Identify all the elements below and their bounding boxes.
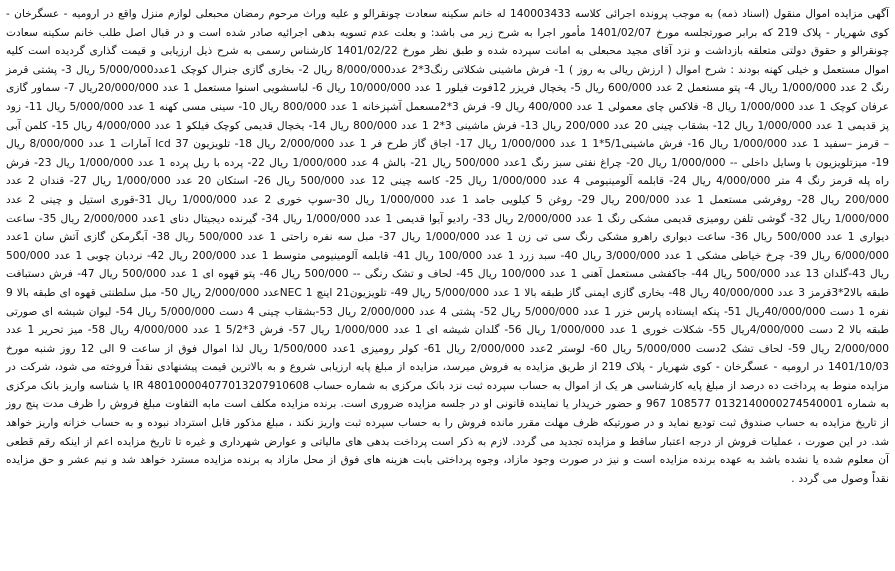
auction-notice-body: آگهی مزایده اموال منقول (اسناد ذمه) به موجب پرونده اجرائی کلاسه 140003433 له خانم سکینه سعادت چونقرالو و علیه وراث مرحوم رمضان محبعلی لوازم منزل واقع در ارومیه - عسگرخان - کوی شهریار - پلاک 219 که برابر صورتجلسه مورخ 1401/02/07 مأمور اجرا به شرح زیر می باشد: و بعلت عدم تسویه بدهی اجرائیه صادر شده است و در قبال اصل طلب خانم سکینه سعادت چونقرالو و حقوق دولتی متعلقه بازداشت و نزد آقای مجید محبعلی به امانت سپرده شده و طبق نظر مورخ 1401/02/22 کارشناس رسمی به شرح ذیل ارزیابی و قیمت گذاری گردیده است کلیه اموال مستعمل و خیلی کهنه بودند : شرح اموال ( ارزش ریالی به روز ) 1- فرش ماشینی شکلاتی رنگ3*2 عدد8/000/000 ریال 2- بخاری گازی جنرال کوچک 1عدد5/000/000 ریال 3- پشتی قرمز رنگ 2 عدد 1/000/000 ریال 4- پتو مستعمل 2 عدد 600/000 ریال 5- یخچال فریزر 12فوت فیلور 1 عدد 10/000/000 ریال 6- لباسشویی اسنوا مستعمل 1 عدد 20/000/000ریال 7- سماور گازی عرفان کوچک 1 عدد 1/000/000 ریال 8- فلاکس چای معمولی 1 عدد 400/000 ریال 9- فرش 3*2مسعمل آشپزخانه 1 عدد 800/000 ریال 10- سینی مسی کهنه 1 عدد 5/000/000 ریال 11- زود پز قدیمی 1 عدد 1/000/000 ریال 12- بشقاب چینی 20 عدد 200/000 ریال 13- فرش ماشینی 3*2 1 عدد 800/000 ریال 14- یخچال قدیمی کوچک فیلکو 1 عدد 4/000/000 ریال 15- کلمن آبی – قرمز –سفید 1 عدد 1/000/000 ریال 16- فرش ماشینی5/1*1 1 عدد 1/000/000 ریال 17- اجاق گاز طرح فر 1 عدد 2/000/000 ریال 18- تلویزیون 37 lcd آمارات 1 عدد 8/000/000 ریال 19- میزتلویزیون با وسایل داخلی -- 1/000/000 ریال 20- چراغ نفتی سبز رنگ 1عدد 500/000 ریال 21- بالش 4 عدد 1/000/000 ریال 22- پرده با ریل پرده 1 عدد 1/000/000 ریال 23- فرش راه پله قرمز رنگ 4 متر 4/000/000 ریال 24- قابلمه آلومینیومی 4 عدد 1/000/000 ریال 25- کاسه چینی 12 عدد 500/000 ریال 26- استکان 20 عدد 1/000/000 ریال 27- قندان 2 عدد 200/000 ریال 28- روفرشی مستعمل 1 عدد 200/000 ریال 29- روغن 5 کیلویی جامد 1 عدد 1/000/000 ریال 30-سوپ خوری 2 عدد 1/000/000 ریال 31-قوری استیل و چینی 2 عدد 1/000/000 ریال 32- گوشی تلفن رومیزی قدیمی مشکی رنگ 1 عدد 2/000/000 ریال 33- رادیو آیوا قدیمی 1 عدد 1/000/000 ریال 34- گیرنده دیجیتال دنای 1عدد 2/000/000 ریال 35- ساعت دیواری 1 عدد 500/000 ریال 36- ساعت دیواری راهرو مشکی رنگ سی تی زن 1 عدد 1/000/000 ریال 37- مبل سه نفره راحتی 1 عدد 500/000 ریال 38- آبگرمکن گازی آتش سان 1عدد 6/000/000 ریال 39- چرخ خیاطی مشکی 1 عدد 3/000/000 ریال 40- سبد زرد 1 عدد 100/000 ریال 41- قابلمه آلومینیومی متوسط 1 عدد 200/000 ریال 42- نردبان چوبی 1 عدد 500/000 ریال 43-گلدان 13 عدد 500/000 ریال 44- جاکفشی مستعمل آهنی 1 عدد 100/000 ریال 45- لحاف و تشک رنگی -- 500/000 ریال 46- پتو قهوه ای 1 عدد 500/000 ریال 47- فرش دستبافت طبقه بالا2*3قرمز 3 عدد 40/000/000 ریال 48- بخاری گازی ایمنی گاز طبقه بالا 1 عدد 5/000/000 ریال 49- تلویزیون21 اینچ NEC 1عدد 2/000/000 ریال 50- مبل سلطنتی قهوه ای طبقه بالا 9 نفره 1 دست 40/000/000ریال 51- پنکه ایستاده پارس خزر 1 عدد 5/000/000 ریال 52- پشتی 4 عدد 2/000/000 ریال 53-بشقاب چینی 4 دست 5/000/000 ریال 54- لیوان شیشه ای صورتی طبقه بالا 2 دست 4/000/000ریال 55- شکلات خوری 1 عدد 1/000/000 ریال 56- گلدان شیشه ای 1 عدد 1/000/000 ریال 57- فرش 3*5/2 1 عدد 4/000/000 ریال 58- میز تحریر 1 عدد 2/000/000 ریال 59- لحاف تشک 2دست 5/000/000 ریال 60- لوستر 2عدد 2/000/000 ریال 61- کولر رومیزی 1عدد 1/500/000 ریال لذا اموال فوق از ساعت 9 الی 12 روز شنبه مورخ 1401/10/03 در ارومیه - عسگرخان - کوی شهریار - پلاک 219 از طریق مزایده به فروش میرسد، مزایده از مبلغ پایه ارزیابی شروع و به بالاترین قیمت پیشنهادی نقداً فروخته می شود، شرکت در مزایده منوط به پرداخت ده درصد از مبلغ پایه کارشناسی هر یک از اموال به حساب سپرده ثبت نزد بانک مرکزی به شماره حساب IR 480100004077013207910608 یا شناسه واریز بانک مرکزی به شماره 0132140000274540001 108577 967 و حضور خریدار یا نماینده قانونی او در جلسه مزایده ضروری است. برنده مزایده مکلف است مابه التفاوت مبلغ فروش را ظرف مدت پنج روز از تاریخ مزایده به حساب صندوق ثبت تودیع نماید و در صورتیکه ظرف مهلت مقرر مانده فروش را به حساب سپرده ثبت واریز نکند ، مبلغ مذکور قابل استرداد نبوده و به حساب خزانه واریز خواهد شد. در این صورت ، عملیات فروش از درجه اعتبار ساقط و مزایده تجدید می گردد. لازم به ذکر است پرداخت بدهی های مالیاتی و عوارض شهرداری و غیره تا تاریخ مزایده اعم از اینکه رقم قطعی آن معلوم شده یا نشده باشد به عهده برنده مزایده است و نیز در صورت وجود مازاد، وجوه پرداختی بابت هزینه های فوق از محل مازاد به برنده مزایده مسترد خواهد شد و نیم عشر و حق مزایده نقداً وصول می گردد . [6, 8, 890, 485]
